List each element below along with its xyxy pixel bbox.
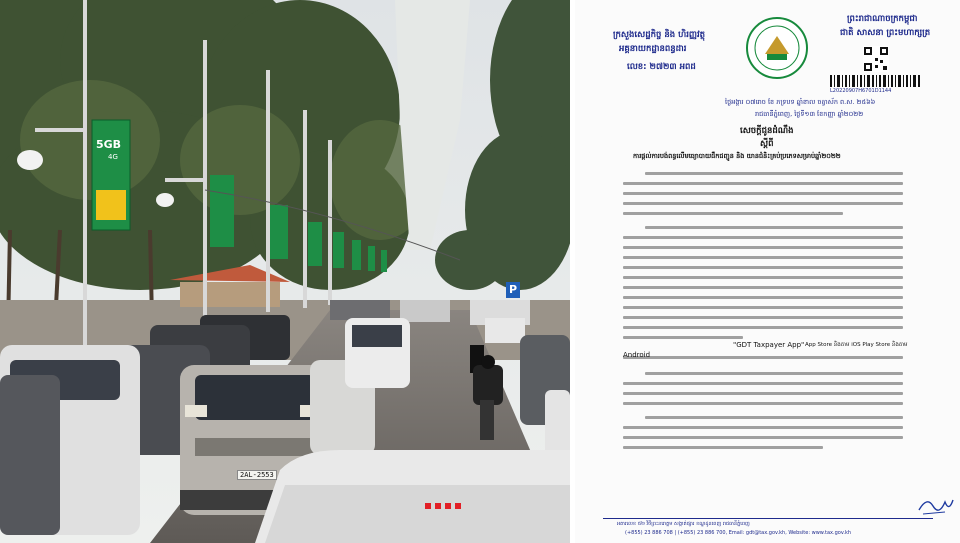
notice-title: សេចក្ដីជូនដំណឹង [740, 126, 794, 136]
qr-code-icon [863, 46, 889, 72]
signature-icon [915, 492, 955, 518]
license-plate: 2AL-2553 [237, 470, 277, 480]
android-text: Android [623, 351, 651, 359]
barcode-icon [830, 75, 922, 87]
store-text: App Store និងតាម iOS Play Store និងតាម [805, 342, 908, 348]
footer-address: អគារលេខ ៥២ វិថីព្រះនរោត្តម សង្កាត់ផ្សារ ខណ្ឌដូនពេញ រាជធានីភ្នំពេញ [617, 521, 750, 527]
banner-text: 5GB [96, 138, 122, 151]
notice-subtitle: ស្ដីពី [760, 139, 774, 149]
ministry-header-line2: អគ្គនាយកដ្ឋានពន្ធដារ [619, 44, 687, 54]
gdt-seal-icon [745, 16, 809, 80]
parking-sign: P [509, 283, 518, 296]
date-line2: រាជធានីភ្នំពេញ, ថ្ងៃទី១៣ ខែកញ្ញា ឆ្នាំ២០២២ [755, 110, 864, 118]
official-letter [575, 0, 960, 543]
app-name: "GDT Taxpayer App" [733, 341, 805, 349]
kingdom-line1: ព្រះរាជាណាចក្រកម្ពុជា [847, 14, 918, 24]
ministry-header-line1: ក្រសួងសេដ្ឋកិច្ច និង ហិរញ្ញវត្ថុ [613, 30, 706, 40]
banner-subtext: 4G [108, 153, 118, 161]
footer-divider [603, 518, 933, 519]
notice-subject: ការផ្ដល់ការបង់ពន្ធលើមធ្យោបាយដឹកជញ្ជូន និង យានជំនិះគ្រប់ប្រភេទសម្រាប់ឆ្នាំ២០២២ [633, 152, 841, 160]
footer-contact: (+855) 23 886 708 | (+855) 23 886 700, Email: gdt@tax.gov.kh, Website: www.tax.gov.kh [625, 530, 852, 536]
reference-number: លេខ: ២៧២៣ អពដ [627, 62, 696, 72]
kingdom-line2: ជាតិ សាសនា ព្រះមហាក្សត្រ [840, 28, 931, 38]
date-line1: ថ្ងៃអង្គារ ០៧រោច ខែ ភទ្របទ ឆ្នាំខាល ចត្វាស័ក ព.ស. ២៥៦៦ [725, 98, 876, 106]
barcode-number: L20220907H6701D1144 [830, 88, 892, 94]
